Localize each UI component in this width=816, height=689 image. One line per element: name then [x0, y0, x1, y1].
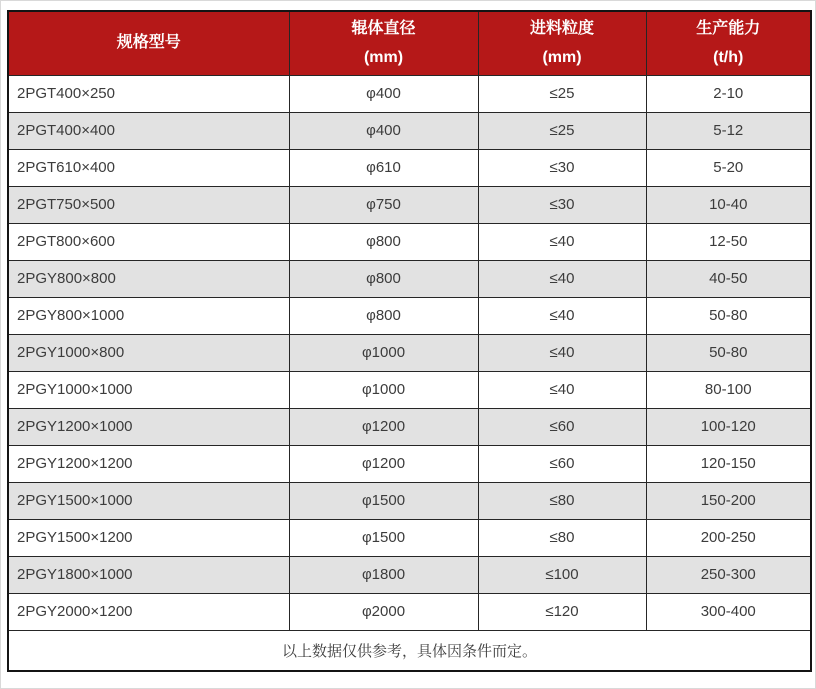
model-cell: 2PGT400×400: [8, 112, 289, 149]
table-row: [8, 408, 811, 445]
value-cell: 40-50: [646, 260, 811, 297]
model-cell: 2PGT750×500: [8, 186, 289, 223]
value-cell: 100-120: [646, 408, 811, 445]
table-row: [8, 445, 811, 482]
value-cell: 50-80: [646, 334, 811, 371]
value-cell: 250-300: [646, 556, 811, 593]
value-cell: ≤30: [478, 149, 646, 186]
value-cell: ≤80: [478, 482, 646, 519]
value-cell: φ2000: [289, 593, 478, 630]
value-cell: ≤25: [478, 75, 646, 112]
value-cell: ≤25: [478, 112, 646, 149]
value-cell: 12-50: [646, 223, 811, 260]
header-title: 生产能力: [696, 19, 761, 37]
value-cell: φ1000: [289, 371, 478, 408]
table-footer: [8, 630, 811, 671]
value-cell: 5-20: [646, 149, 811, 186]
value-cell: φ800: [289, 223, 478, 260]
footnote-row: [8, 630, 811, 671]
value-cell: ≤30: [478, 186, 646, 223]
model-cell: 2PGY1800×1000: [8, 556, 289, 593]
table-row: [8, 334, 811, 371]
spec-table: [7, 10, 812, 672]
value-cell: 300-400: [646, 593, 811, 630]
table-row: [8, 519, 811, 556]
header-title: 规格型号: [116, 34, 181, 52]
model-cell: 2PGY1200×1200: [8, 445, 289, 482]
value-cell: 200-250: [646, 519, 811, 556]
value-cell: φ400: [289, 112, 478, 149]
header-row: [8, 11, 811, 75]
value-cell: ≤40: [478, 297, 646, 334]
value-cell: ≤60: [478, 445, 646, 482]
value-cell: ≤100: [478, 556, 646, 593]
value-cell: φ400: [289, 75, 478, 112]
header-cell-roller-diameter: [289, 11, 478, 75]
table-row: [8, 371, 811, 408]
model-cell: 2PGY1000×800: [8, 334, 289, 371]
model-cell: 2PGY2000×1200: [8, 593, 289, 630]
value-cell: 5-12: [646, 112, 811, 149]
value-cell: ≤40: [478, 260, 646, 297]
header-cell-model: [8, 11, 289, 75]
value-cell: 50-80: [646, 297, 811, 334]
table-row: [8, 556, 811, 593]
value-cell: ≤60: [478, 408, 646, 445]
table-row: [8, 482, 811, 519]
value-cell: 150-200: [646, 482, 811, 519]
model-cell: 2PGY800×800: [8, 260, 289, 297]
table-body: [8, 75, 811, 630]
model-cell: 2PGY1500×1200: [8, 519, 289, 556]
header-cell-capacity: [646, 11, 811, 75]
header-unit: (mm): [363, 48, 404, 66]
value-cell: φ1000: [289, 334, 478, 371]
model-cell: 2PGT400×250: [8, 75, 289, 112]
header-title: 辊体直径: [351, 19, 416, 37]
footnote: 以上数据仅供参考，具体因条件而定。: [8, 630, 811, 671]
value-cell: φ1500: [289, 482, 478, 519]
value-cell: 10-40: [646, 186, 811, 223]
model-cell: 2PGY800×1000: [8, 297, 289, 334]
model-cell: 2PGY1200×1000: [8, 408, 289, 445]
value-cell: φ1200: [289, 408, 478, 445]
value-cell: ≤40: [478, 334, 646, 371]
header-title: 进料粒度: [529, 19, 594, 37]
value-cell: 120-150: [646, 445, 811, 482]
model-cell: 2PGY1000×1000: [8, 371, 289, 408]
value-cell: ≤40: [478, 223, 646, 260]
value-cell: φ750: [289, 186, 478, 223]
value-cell: ≤40: [478, 371, 646, 408]
table-row: [8, 223, 811, 260]
value-cell: ≤80: [478, 519, 646, 556]
value-cell: φ610: [289, 149, 478, 186]
table-row: [8, 297, 811, 334]
value-cell: φ1500: [289, 519, 478, 556]
model-cell: 2PGT800×600: [8, 223, 289, 260]
value-cell: φ800: [289, 260, 478, 297]
value-cell: 2-10: [646, 75, 811, 112]
value-cell: 80-100: [646, 371, 811, 408]
table-row: [8, 112, 811, 149]
table-row: [8, 186, 811, 223]
model-cell: 2PGY1500×1000: [8, 482, 289, 519]
value-cell: φ1800: [289, 556, 478, 593]
value-cell: φ1200: [289, 445, 478, 482]
value-cell: φ800: [289, 297, 478, 334]
table-row: [8, 75, 811, 112]
table-row: [8, 593, 811, 630]
table-header: [8, 11, 811, 75]
table-row: [8, 260, 811, 297]
value-cell: ≤120: [478, 593, 646, 630]
table-row: [8, 149, 811, 186]
header-unit: (t/h): [713, 48, 744, 66]
model-cell: 2PGT610×400: [8, 149, 289, 186]
header-cell-feed-size: [478, 11, 646, 75]
header-unit: (mm): [542, 48, 582, 66]
